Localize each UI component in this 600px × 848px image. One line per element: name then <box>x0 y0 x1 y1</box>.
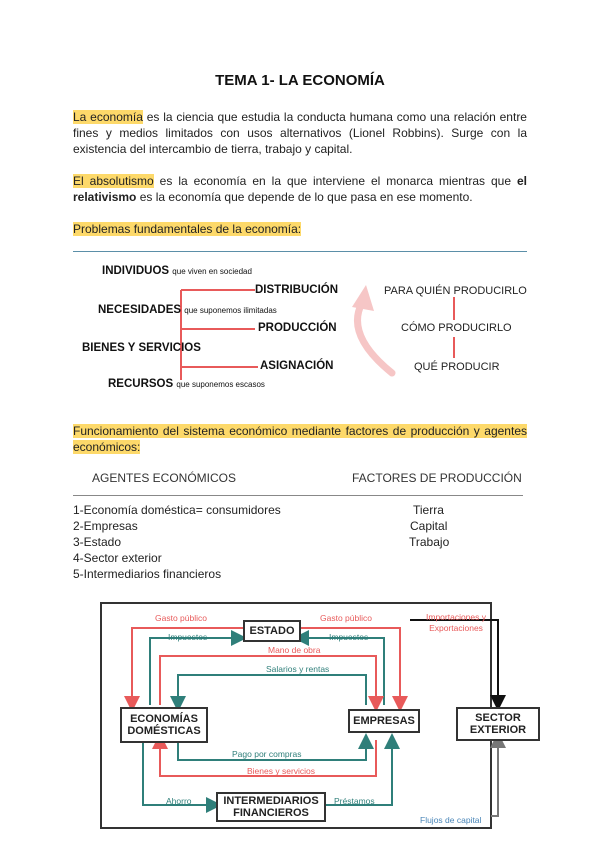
page-title: TEMA 1- LA ECONOMÍA <box>215 72 385 89</box>
table-divider <box>73 495 523 496</box>
pago-label: Pago por compras <box>232 749 302 759</box>
factor-item: Capital <box>410 519 448 533</box>
prestamos-label: Préstamos <box>334 796 375 806</box>
agent-item: 4-Sector exterior <box>73 551 162 565</box>
sector-exterior-box: SECTOR EXTERIOR <box>456 707 540 741</box>
agent-item: 3-Estado <box>73 535 122 549</box>
factor-item: Trabajo <box>409 535 450 549</box>
agent-item: 5-Intermediarios financieros <box>73 567 222 581</box>
distribucion-label: DISTRIBUCIÓN <box>255 284 339 296</box>
gasto-publico-right-label: Gasto público <box>320 613 372 623</box>
curved-arrow-head <box>352 285 374 311</box>
section-heading-text: Problemas fundamentales de la economía: <box>73 222 302 236</box>
bold-term: el relativismo <box>73 174 527 204</box>
paragraph-text: es la economía que depende de lo que pasa en ese momento. <box>136 190 473 204</box>
section-heading <box>73 222 301 236</box>
factor-item: Tierra <box>413 503 444 517</box>
absolutism-paragraph <box>73 173 527 205</box>
section-heading-2 <box>73 423 527 455</box>
paragraph-text: es la ciencia que estudia la conducta humana como una relación entre fines y medios limitados con usos alternativos (Lionel Robbins). Surge con la existencia del intercambio de tierra, trabajo y capital. <box>73 110 527 156</box>
economias-box: ECONOMÍAS DOMÉSTICAS <box>120 707 208 743</box>
estado-box: ESTADO <box>243 620 301 642</box>
factors-header: FACTORES DE PRODUCCIÓN <box>352 471 522 485</box>
salarios-label: Salarios y rentas <box>266 664 330 674</box>
divider <box>73 251 527 252</box>
intermediarios-box: INTERMEDIARIOS FINANCIEROS <box>216 792 326 822</box>
gasto-publico-left-label: Gasto público <box>155 613 207 623</box>
agent-item: 2-Empresas <box>73 519 138 533</box>
highlight-term: El absolutismo <box>73 174 154 188</box>
curved-arrow <box>357 303 392 373</box>
bienes-servicios-label: BIENES Y SERVICIOS <box>82 342 201 354</box>
highlight-term: La economía <box>73 110 143 124</box>
mano-obra-label: Mano de obra <box>268 645 321 655</box>
impuestos-left-label: Impuestos <box>168 632 208 642</box>
impuestos-left-arrow <box>150 638 239 705</box>
flujos-label: Flujos de capital <box>420 815 482 825</box>
agents-header: AGENTES ECONÓMICOS <box>92 471 237 485</box>
bienes-label: Bienes y servicios <box>247 766 316 776</box>
necesidades-label: NECESIDADES que suponemos ilimitadas <box>98 304 277 316</box>
flujos-arrow <box>491 740 498 816</box>
empresas-box: EMPRESAS <box>348 709 420 733</box>
recursos-label: RECURSOS que suponemos escasos <box>108 378 265 390</box>
que-label: QUÉ PRODUCIR <box>414 361 500 373</box>
importaciones-label: Importaciones y Exportaciones <box>426 612 486 633</box>
asignacion-label: ASIGNACIÓN <box>260 360 334 372</box>
produccion-label: PRODUCCIÓN <box>258 322 337 334</box>
ahorro-label: Ahorro <box>166 796 192 806</box>
impuestos-right-label: Impuestos <box>329 632 369 642</box>
individuos-label: INDIVIDUOS que viven en sociedad <box>102 265 252 277</box>
section-heading-text: Funcionamiento del sistema económico mediante factores de producción y agentes económicos: <box>73 424 527 454</box>
para-quien-label: PARA QUIÉN PRODUCIRLO <box>384 285 527 297</box>
salarios-arrow <box>178 675 366 705</box>
definition-paragraph <box>73 109 527 157</box>
como-label: CÓMO PRODUCIRLO <box>401 322 512 334</box>
agent-item: 1-Economía doméstica= consumidores <box>73 503 281 517</box>
paragraph-text: es la economía en la que interviene el monarca mientras que <box>153 174 517 188</box>
